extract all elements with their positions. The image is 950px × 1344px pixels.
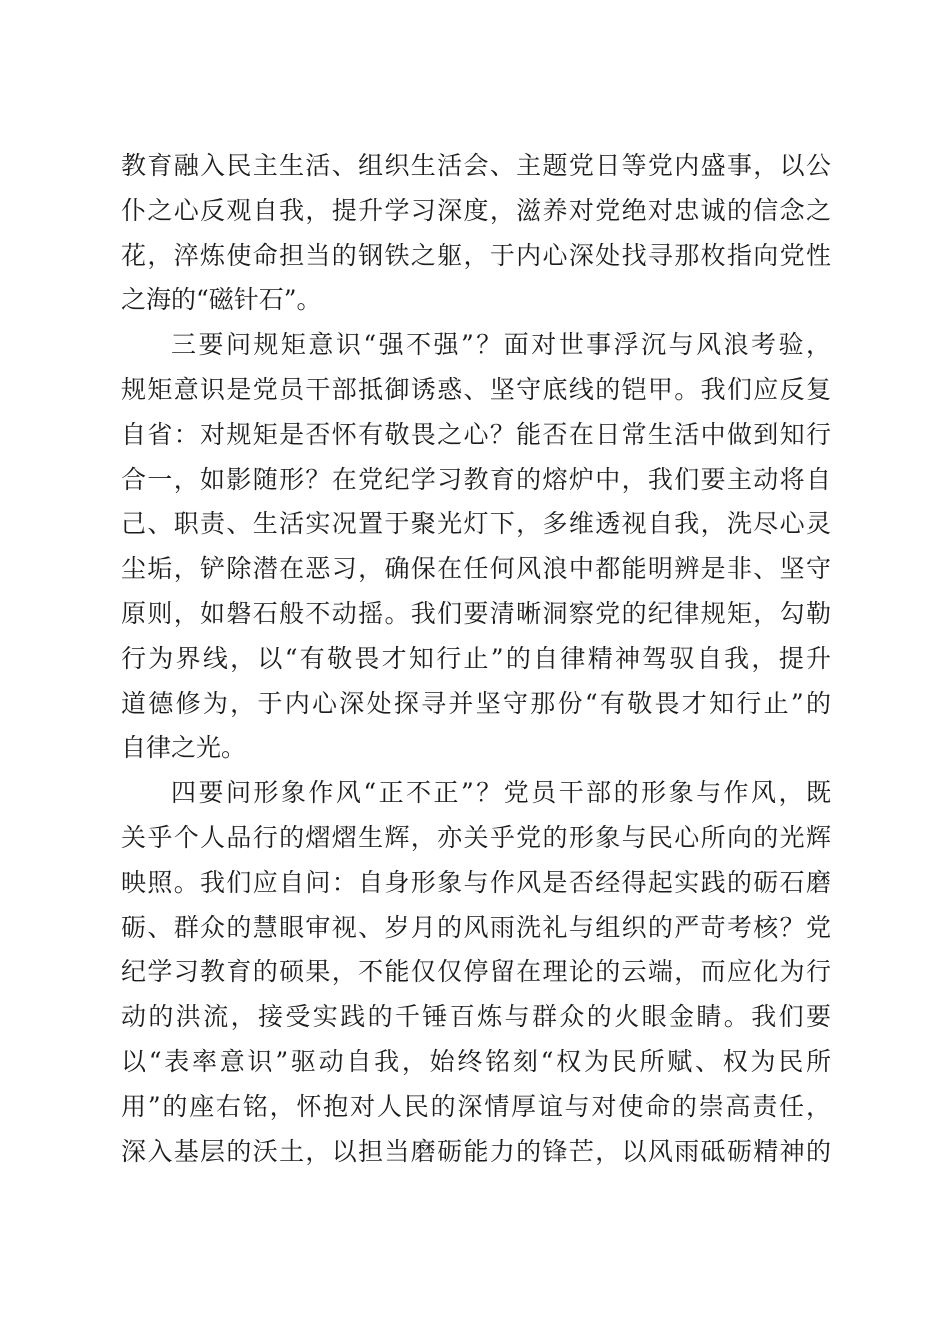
text-line: 映照。我们应自问：自身形象与作风是否经得起实践的砺石磨	[121, 867, 831, 897]
text-line: 动的洪流，接受实践的千锤百炼与群众的火眼金睛。我们要	[121, 1002, 831, 1032]
text-line: 规矩意识是党员干部抵御诱惑、坚守底线的铠甲。我们应反复	[121, 374, 831, 404]
text-line: 纪学习教育的硕果，不能仅仅停留在理论的云端，而应化为行	[121, 957, 831, 987]
text-line: 深入基层的沃土，以担当磨砺能力的锋芒，以风雨砥砺精神的	[121, 1136, 831, 1166]
text-line: 己、职责、生活实况置于聚光灯下，多维透视自我，洗尽心灵	[121, 509, 831, 539]
text-line: 合一，如影随形？在党纪学习教育的熔炉中，我们要主动将自	[121, 464, 831, 494]
text-line: 行为界线，以“有敬畏才知行止”的自律精神驾驭自我，提升	[121, 643, 831, 673]
text-line: 四要问形象作风“正不正”？党员干部的形象与作风，既	[171, 778, 831, 808]
text-line: 原则，如磐石般不动摇。我们要清晰洞察党的纪律规矩，勾勒	[121, 598, 831, 628]
text-line: 以“表率意识”驱动自我，始终铭刻“权为民所赋、权为民所	[121, 1046, 831, 1076]
text-line: 砺、群众的慧眼审视、岁月的风雨洗礼与组织的严苛考核？党	[121, 912, 831, 942]
text-line: 自律之光。	[121, 733, 247, 763]
text-line: 关乎个人品行的熠熠生辉，亦关乎党的形象与民心所向的光辉	[121, 822, 831, 852]
document-body-text	[121, 144, 831, 1174]
text-line: 道德修为，于内心深处探寻并坚守那份“有敬畏才知行止”的	[121, 688, 831, 718]
text-line: 之海的“磁针石”。	[121, 285, 322, 315]
text-line: 仆之心反观自我，提升学习深度，滋养对党绝对忠诚的信念之	[121, 195, 831, 225]
text-line: 用”的座右铭，怀抱对人民的深情厚谊与对使命的崇高责任，	[121, 1091, 831, 1121]
text-line: 三要问规矩意识“强不强”？面对世事浮沉与风浪考验，	[171, 330, 831, 360]
text-line: 尘垢，铲除潜在恶习，确保在任何风浪中都能明辨是非、坚守	[121, 554, 831, 584]
text-line: 自省：对规矩是否怀有敬畏之心？能否在日常生活中做到知行	[121, 419, 831, 449]
text-line: 花，淬炼使命担当的钢铁之躯，于内心深处找寻那枚指向党性	[121, 240, 831, 270]
text-line: 教育融入民主生活、组织生活会、主题党日等党内盛事，以公	[121, 151, 831, 180]
